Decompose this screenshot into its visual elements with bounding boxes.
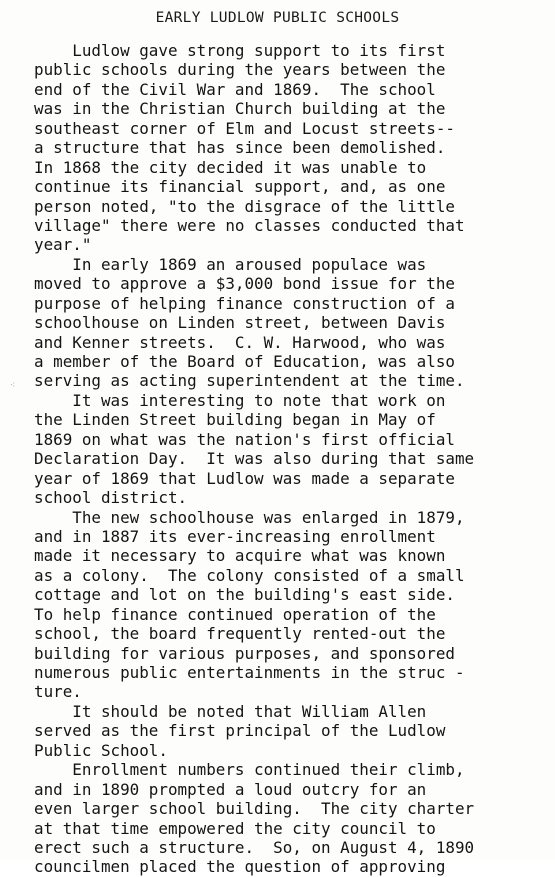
text-line: and in 1890 prompted a loud outcry for an (34, 779, 427, 799)
text-line: It was interesting to note that work on (34, 390, 446, 410)
text-line: village" there were no classes conducted that (34, 215, 465, 235)
text-line: It should be noted that William Allen (34, 701, 427, 721)
text-line: school district. (34, 488, 188, 508)
text-line: made it necessary to acquire what was known (34, 546, 446, 566)
text-line: southeast corner of Elm and Locust streets-- (34, 118, 455, 138)
page-title: EARLY LUDLOW PUBLIC SCHOOLS (155, 10, 400, 26)
text-line: The new schoolhouse was enlarged in 1879, (34, 507, 465, 527)
text-line: end of the Civil War and 1869. The school (34, 79, 436, 99)
article-body (34, 41, 555, 877)
text-line: and Kenner streets. C. W. Harwood, who was (34, 332, 446, 352)
text-line: councilmen placed the question of approving (34, 857, 446, 877)
text-line: In 1868 the city decided it was unable to (34, 157, 427, 177)
text-line: a structure that has since been demolished. (34, 138, 446, 158)
text-line: schoolhouse on Linden street, between Davis (34, 313, 446, 333)
text-line: Ludlow gave strong support to its first (34, 41, 446, 60)
text-line: year of 1869 that Ludlow was made a separate (34, 468, 455, 488)
text-line: cottage and lot on the building's east side. (34, 585, 455, 605)
text-line: even larger school building. The city charter (34, 799, 475, 819)
text-line: erect such a structure. So, on August 4, 1890 (34, 837, 475, 857)
text-line: at that time empowered the city council to (34, 818, 436, 838)
text-line: moved to approve a $3,000 bond issue for the (34, 274, 455, 294)
text-line: person noted, "to the disgrace of the little (34, 196, 455, 216)
text-line: public schools during the years between the (34, 60, 446, 80)
text-line: purpose of helping finance construction of a (34, 293, 455, 313)
text-line: year." (34, 235, 92, 255)
text-line: 1869 on what was the nation's first official (34, 429, 455, 449)
text-line: as a colony. The colony consisted of a small (34, 565, 465, 585)
text-line: and in 1887 its ever-increasing enrollment (34, 526, 436, 546)
text-line: was in the Christian Church building at the (34, 99, 446, 119)
text-line: school, the board frequently rented-out the (34, 624, 446, 644)
text-line: served as the first principal of the Ludlow (34, 721, 446, 741)
text-line: a member of the Board of Education, was also (34, 352, 455, 371)
text-line: building for various purposes, and sponsored (34, 643, 455, 663)
text-line: numerous public entertainments in the struc - (34, 663, 465, 682)
paper-speck-mark: ⁖ (10, 381, 16, 391)
text-line: Enrollment numbers continued their climb, (34, 760, 465, 780)
text-line: serving as acting superintendent at the time. (34, 371, 465, 391)
text-line: ture. (34, 682, 82, 702)
text-line: Declaration Day. It was also during that same (34, 449, 475, 469)
text-line: continue its financial support, and, as one (34, 177, 446, 197)
text-line: To help finance continued operation of the (34, 604, 436, 624)
text-line: the Linden Street building began in May of (34, 410, 436, 430)
text-line: Public School. (34, 740, 168, 760)
text-line: In early 1869 an aroused populace was (34, 254, 427, 274)
